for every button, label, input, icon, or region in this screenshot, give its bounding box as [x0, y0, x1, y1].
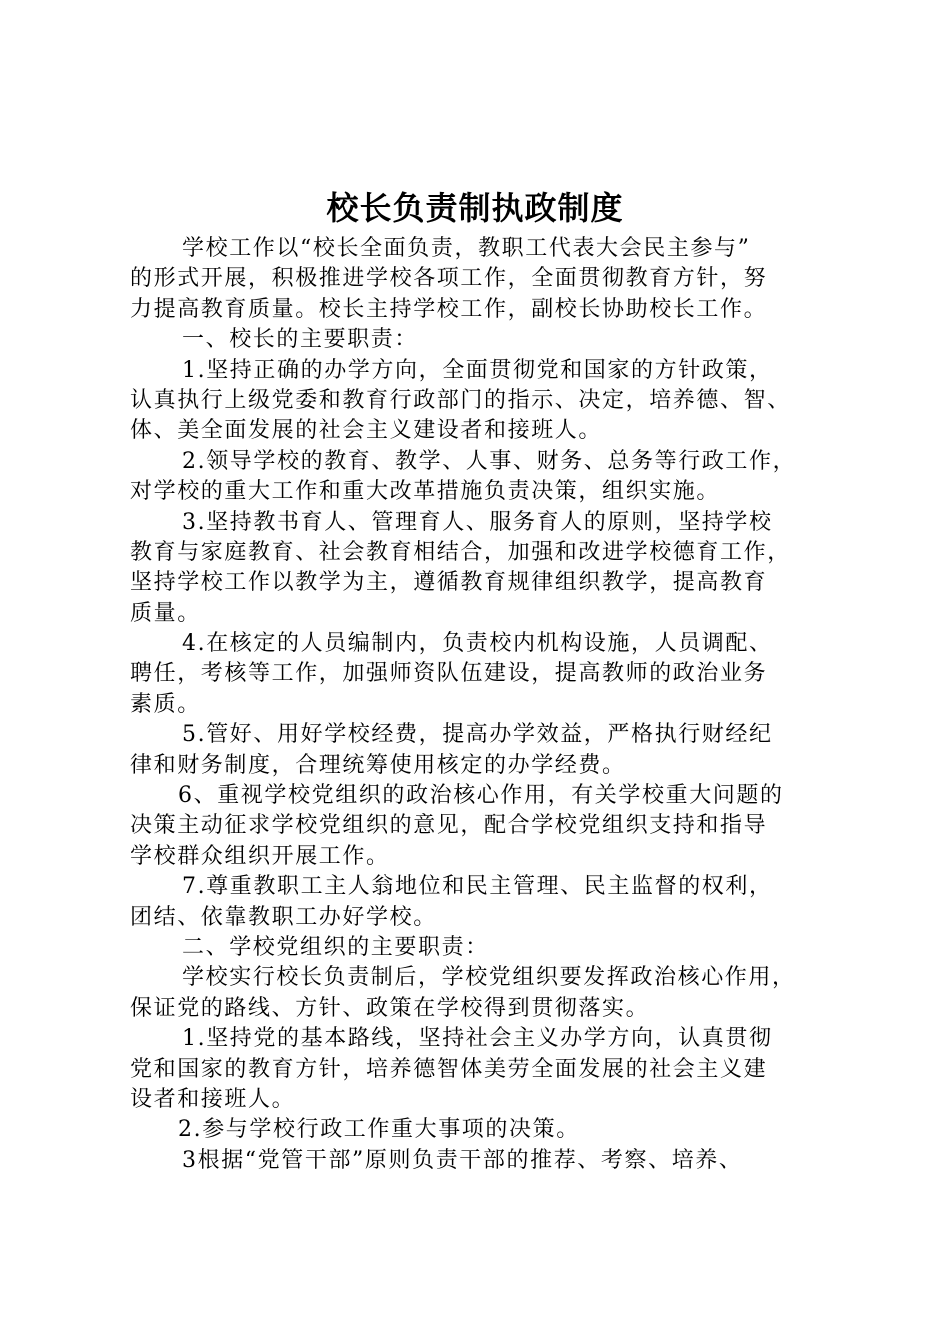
paragraph-line: 力提高教育质量。校长主持学校工作，副校长协助校长工作。 [130, 296, 768, 322]
paragraph-line: 3根据“党管干部”原则负责干部的推荐、考察、培养、 [182, 1147, 743, 1173]
paragraph-line: 的形式开展，积极推进学校各项工作，全面贯彻教育方针，努 [130, 266, 768, 292]
paragraph-line: 认真执行上级党委和教育行政部门的指示、决定，培养德、智、 [130, 387, 791, 413]
paragraph-line: 5.管好、用好学校经费，提高办学效益，严格执行财经纪 [182, 722, 773, 748]
paragraph-line: 对学校的重大工作和重大改革措施负责决策，组织实施。 [130, 479, 721, 505]
paragraph-line: 质量。 [130, 600, 201, 626]
paragraph-line: 保证党的路线、方针、政策在学校得到贯彻落实。 [130, 995, 650, 1021]
paragraph-line: 学校实行校长负责制后，学校党组织要发挥政治核心作用， [182, 965, 796, 991]
paragraph-line: 教育与家庭教育、社会教育相结合，加强和改进学校德育工作， [130, 539, 791, 565]
paragraph-line: 学校工作以“校长全面负责，教职工代表大会民主参与” [182, 236, 751, 261]
document-title: 校长负责制执政制度 [326, 189, 624, 227]
paragraph-line: 2.领导学校的教育、教学、人事、财务、总务等行政工作， [182, 448, 797, 474]
paragraph-line: 体、美全面发展的社会主义建设者和接班人。 [130, 418, 603, 444]
paragraph-line: 1.坚持党的基本路线，坚持社会主义办学方向，认真贯彻 [182, 1026, 773, 1052]
document-body [130, 234, 830, 1176]
paragraph-line: 1.坚持正确的办学方向，全面贯彻党和国家的方针政策， [182, 357, 773, 383]
paragraph-line: 4.在核定的人员编制内，负责校内机构设施，人员调配、 [182, 631, 773, 657]
paragraph-line: 团结、依靠教职工办好学校。 [130, 904, 437, 930]
paragraph-line: 设者和接班人。 [130, 1086, 296, 1112]
paragraph-line: 3.坚持教书育人、管理育人、服务育人的原则，坚持学校 [182, 509, 773, 535]
section-heading: 一、校长的主要职责： [182, 327, 419, 353]
paragraph-line: 7.尊重教职工主人翁地位和民主管理、民主监督的权利， [182, 874, 773, 900]
paragraph-line: 学校群众组织开展工作。 [130, 843, 390, 869]
paragraph-line: 坚持学校工作以教学为主，遵循教育规律组织教学，提高教育 [130, 570, 768, 596]
paragraph-line: 聘任，考核等工作，加强师资队伍建设，提高教师的政治业务 [130, 661, 768, 687]
paragraph-line: 2.参与学校行政工作重大事项的决策。 [178, 1117, 580, 1143]
paragraph-line: 素质。 [130, 691, 201, 717]
paragraph-line: 律和财务制度，合理统筹使用核定的办学经费。 [130, 752, 626, 778]
section-heading: 二、学校党组织的主要职责： [182, 934, 489, 960]
paragraph-line: 决策主动征求学校党组织的意见，配合学校党组织支持和指导 [130, 813, 768, 839]
paragraph-line: 6、重视学校党组织的政治核心作用，有关学校重大问题的 [178, 783, 784, 809]
paragraph-line: 党和国家的教育方针，培养德智体美劳全面发展的社会主义建 [130, 1056, 768, 1082]
